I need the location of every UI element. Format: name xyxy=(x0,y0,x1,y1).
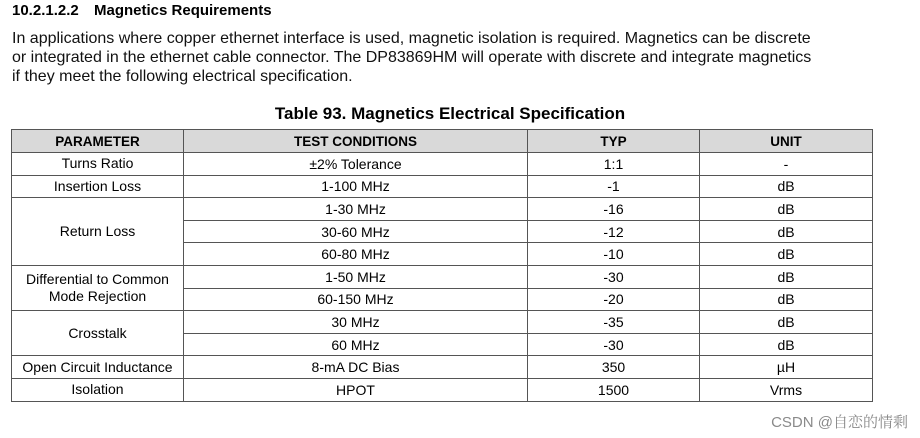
parameter-cell: Return Loss xyxy=(12,198,184,266)
typ-cell: 1500 xyxy=(528,378,700,401)
table-row xyxy=(12,378,873,401)
conditions-cell: 1-100 MHz xyxy=(184,175,528,198)
paragraph-line: if they meet the following electrical specification. xyxy=(12,68,353,85)
conditions-cell: 8-mA DC Bias xyxy=(184,356,528,379)
table-row xyxy=(12,265,873,288)
parameter-cell: Isolation xyxy=(12,378,184,401)
unit-cell: dB xyxy=(700,220,873,243)
typ-cell: -30 xyxy=(528,333,700,356)
table-caption: Table 93. Magnetics Electrical Specification xyxy=(274,104,626,123)
header-unit: UNIT xyxy=(700,130,873,153)
table-header-row xyxy=(12,130,873,153)
parameter-cell: Turns Ratio xyxy=(12,153,184,176)
conditions-cell: ±2% Tolerance xyxy=(184,153,528,176)
watermark-text: CSDN @自恋的情剩 xyxy=(771,414,908,431)
section-number: 10.2.1.2.2 xyxy=(12,2,79,19)
unit-cell: dB xyxy=(700,265,873,288)
header-parameter: PARAMETER xyxy=(12,130,184,153)
unit-cell: dB xyxy=(700,288,873,311)
header-typ: TYP xyxy=(528,130,700,153)
magnetics-spec-table xyxy=(11,129,873,402)
header-test-conditions: TEST CONDITIONS xyxy=(184,130,528,153)
table-row xyxy=(12,356,873,379)
unit-cell: dB xyxy=(700,175,873,198)
table-row xyxy=(12,198,873,221)
section-title: Magnetics Requirements xyxy=(94,2,272,19)
typ-cell: -20 xyxy=(528,288,700,311)
section-heading xyxy=(12,2,272,19)
typ-cell: -35 xyxy=(528,311,700,334)
typ-cell: 1:1 xyxy=(528,153,700,176)
unit-cell: µH xyxy=(700,356,873,379)
conditions-cell: 60 MHz xyxy=(184,333,528,356)
unit-cell: - xyxy=(700,153,873,176)
unit-cell: dB xyxy=(700,333,873,356)
conditions-cell: 1-50 MHz xyxy=(184,265,528,288)
typ-cell: -30 xyxy=(528,265,700,288)
intro-paragraph xyxy=(12,29,912,86)
paragraph-line: In applications where copper ethernet interface is used, magnetic isolation is required. Magnetics can be discrete xyxy=(12,30,811,47)
conditions-cell: 60-150 MHz xyxy=(184,288,528,311)
typ-cell: -12 xyxy=(528,220,700,243)
typ-cell: -10 xyxy=(528,243,700,266)
parameter-cell: Differential to Common Mode Rejection xyxy=(12,265,184,310)
parameter-cell: Open Circuit Inductance xyxy=(12,356,184,379)
typ-cell: -1 xyxy=(528,175,700,198)
typ-cell: 350 xyxy=(528,356,700,379)
conditions-cell: 60-80 MHz xyxy=(184,243,528,266)
unit-cell: dB xyxy=(700,243,873,266)
table-row xyxy=(12,311,873,334)
conditions-cell: HPOT xyxy=(184,378,528,401)
conditions-cell: 1-30 MHz xyxy=(184,198,528,221)
table-row xyxy=(12,153,873,176)
unit-cell: dB xyxy=(700,198,873,221)
parameter-cell: Insertion Loss xyxy=(12,175,184,198)
table-row xyxy=(12,175,873,198)
unit-cell: Vrms xyxy=(700,378,873,401)
conditions-cell: 30-60 MHz xyxy=(184,220,528,243)
parameter-cell: Crosstalk xyxy=(12,311,184,356)
paragraph-line: or integrated in the ethernet cable connector. The DP83869HM will operate with discrete and integrate magnetics xyxy=(12,49,812,66)
typ-cell: -16 xyxy=(528,198,700,221)
unit-cell: dB xyxy=(700,311,873,334)
conditions-cell: 30 MHz xyxy=(184,311,528,334)
